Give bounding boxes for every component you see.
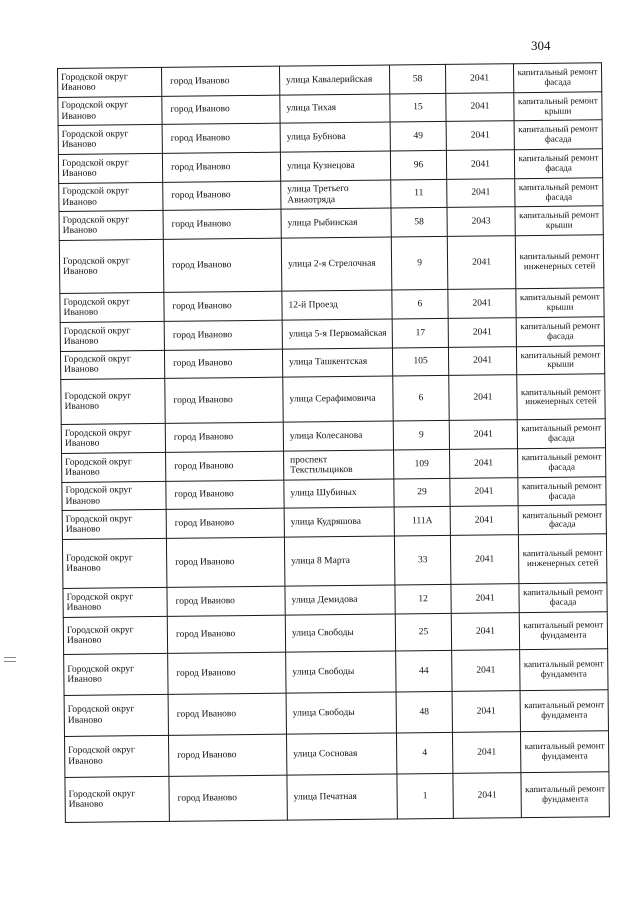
street-cell: улица Демидова xyxy=(285,585,395,615)
district-cell: Городской округ Иваново xyxy=(61,379,165,425)
year-cell: 2041 xyxy=(450,535,519,585)
work-type-cell: капитальный ремонт фасада xyxy=(518,505,606,535)
house-number-cell: 49 xyxy=(390,122,446,151)
street-cell: улица Свободы xyxy=(286,651,396,693)
street-cell: улица Ташкентская xyxy=(282,348,392,378)
work-type-cell: капитальный ремонт фасада xyxy=(518,448,606,478)
house-number-cell: 9 xyxy=(393,421,449,450)
year-cell: 2041 xyxy=(445,64,513,93)
district-cell: Городской округ Иваново xyxy=(65,776,169,822)
year-cell: 2041 xyxy=(449,375,517,421)
work-type-cell: капитальный ремонт фундамента xyxy=(521,771,609,817)
street-cell: улица Кудряшова xyxy=(284,507,394,537)
district-cell: Городской округ Иваново xyxy=(62,510,166,540)
scan-speck xyxy=(4,657,16,658)
house-number-cell: 96 xyxy=(390,150,446,179)
house-number-cell: 58 xyxy=(391,208,447,237)
city-cell: город Иваново xyxy=(165,423,283,453)
house-number-cell: 17 xyxy=(392,318,448,347)
year-cell: 2041 xyxy=(447,236,516,290)
city-cell: город Иваново xyxy=(166,537,285,587)
city-cell: город Иваново xyxy=(167,586,285,616)
work-type-cell: капитальный ремонт фундамента xyxy=(520,649,608,691)
year-cell: 2043 xyxy=(447,207,515,236)
street-cell: проспект Текстильщиков xyxy=(284,450,394,480)
table-row xyxy=(62,534,606,589)
city-cell: город Иваново xyxy=(163,181,281,211)
street-cell: улица 5-я Первомайская xyxy=(282,319,392,349)
street-cell: улица Шубиных xyxy=(284,479,394,509)
house-number-cell: 9 xyxy=(391,236,448,290)
city-cell: город Иваново xyxy=(164,349,282,379)
district-cell: Городской округ Иваново xyxy=(60,293,164,323)
year-cell: 2041 xyxy=(450,506,518,535)
work-type-cell: капитальный ремонт фасада xyxy=(516,317,604,347)
house-number-cell: 25 xyxy=(395,613,451,650)
city-cell: город Иваново xyxy=(164,291,282,321)
city-cell: город Иваново xyxy=(166,509,284,539)
house-number-cell: 33 xyxy=(394,535,451,585)
city-cell: город Иваново xyxy=(166,451,284,481)
district-cell: Городской округ Иваново xyxy=(62,538,167,588)
district-cell: Городской округ Иваново xyxy=(61,424,165,454)
year-cell: 2041 xyxy=(452,690,520,732)
street-cell: улица Кузнецова xyxy=(280,151,390,181)
district-cell: Городской округ Иваново xyxy=(58,153,162,183)
year-cell: 2041 xyxy=(448,289,516,318)
street-cell: улица Бубнова xyxy=(280,122,390,152)
work-type-cell: капитальный ремонт фасада xyxy=(518,476,606,506)
year-cell: 2041 xyxy=(448,346,516,375)
street-cell: 12-й Проезд xyxy=(282,290,392,320)
street-cell: улица Свободы xyxy=(286,692,396,734)
district-cell: Городской округ Иваново xyxy=(60,321,164,351)
city-cell: город Иваново xyxy=(166,480,284,510)
work-type-cell: капитальный ремонт инженерных сетей xyxy=(515,235,604,289)
district-cell: Городской округ Иваново xyxy=(63,588,167,618)
street-cell: улица Тихая xyxy=(280,94,390,124)
district-cell: Городской округ Иваново xyxy=(58,96,162,126)
city-cell: город Иваново xyxy=(167,615,285,653)
city-cell: город Иваново xyxy=(168,734,286,776)
year-cell: 2041 xyxy=(451,584,519,613)
district-cell: Городской округ Иваново xyxy=(58,125,162,155)
district-cell: Городской округ Иваново xyxy=(59,239,164,293)
house-number-cell: 1 xyxy=(397,773,453,819)
street-cell: улица Сосновая xyxy=(286,733,396,775)
year-cell: 2041 xyxy=(448,318,516,347)
house-number-cell: 29 xyxy=(394,478,450,507)
house-number-cell: 11 xyxy=(391,179,447,208)
city-cell: город Иваново xyxy=(161,66,279,96)
year-cell: 2041 xyxy=(446,150,514,179)
work-type-cell: капитальный ремонт фасада xyxy=(515,177,603,207)
street-cell: улица 8 Марта xyxy=(284,536,395,586)
work-type-cell: капитальный ремонт инженерных сетей xyxy=(517,374,605,420)
house-number-cell: 4 xyxy=(396,732,452,774)
table-row xyxy=(63,612,607,655)
year-cell: 2041 xyxy=(450,477,518,506)
table-body xyxy=(58,63,610,823)
district-cell: Городской округ Иваново xyxy=(59,211,163,241)
house-number-cell: 58 xyxy=(389,64,445,93)
city-cell: город Иваново xyxy=(162,152,280,182)
city-cell: город Иваново xyxy=(162,95,280,125)
work-type-cell: капитальный ремонт крыши xyxy=(516,345,604,375)
work-type-cell: капитальный ремонт крыши xyxy=(514,91,602,121)
table-row xyxy=(64,730,608,777)
district-cell: Городской округ Иваново xyxy=(64,735,168,777)
district-cell: Городской округ Иваново xyxy=(60,350,164,380)
house-number-cell: 15 xyxy=(390,93,446,122)
district-cell: Городской округ Иваново xyxy=(62,481,166,511)
year-cell: 2041 xyxy=(452,731,520,773)
work-type-cell: капитальный ремонт фундамента xyxy=(520,730,608,772)
year-cell: 2041 xyxy=(449,420,517,449)
work-type-cell: капитальный ремонт фасада xyxy=(519,583,607,613)
work-type-cell: капитальный ремонт крыши xyxy=(516,288,604,318)
street-cell: улица Третьего Авиаотряда xyxy=(281,180,391,210)
work-type-cell: капитальный ремонт фасада xyxy=(514,120,602,150)
district-cell: Городской округ Иваново xyxy=(64,694,168,736)
house-number-cell: 109 xyxy=(394,449,450,478)
city-cell: город Иваново xyxy=(168,693,286,735)
table-row xyxy=(64,690,608,737)
city-cell: город Иваново xyxy=(169,775,287,822)
street-cell: улица Печатная xyxy=(287,774,397,820)
street-cell: улица Кавалерийская xyxy=(279,65,389,95)
table-row xyxy=(61,374,605,425)
table-row xyxy=(59,235,604,294)
work-type-cell: капитальный ремонт крыши xyxy=(515,206,603,236)
repair-schedule-table xyxy=(57,62,610,823)
work-type-cell: капитальный ремонт фасада xyxy=(517,419,605,449)
district-cell: Городской округ Иваново xyxy=(63,616,167,654)
city-cell: город Иваново xyxy=(164,320,282,350)
table-row xyxy=(64,649,608,696)
house-number-cell: 6 xyxy=(392,290,448,319)
street-cell: улица Серафимовича xyxy=(283,376,393,422)
year-cell: 2041 xyxy=(453,772,521,818)
city-cell: город Иваново xyxy=(165,377,283,423)
district-cell: Городской округ Иваново xyxy=(58,67,162,97)
document-sheet xyxy=(57,62,609,823)
house-number-cell: 44 xyxy=(396,650,452,692)
house-number-cell: 105 xyxy=(392,347,448,376)
street-cell: улица 2-я Стрелочная xyxy=(281,237,392,291)
city-cell: город Иваново xyxy=(163,238,282,292)
district-cell: Городской округ Иваново xyxy=(64,653,168,695)
city-cell: город Иваново xyxy=(162,124,280,154)
scan-speck xyxy=(4,661,16,662)
year-cell: 2041 xyxy=(446,92,514,121)
street-cell: улица Рыбинская xyxy=(281,208,391,238)
work-type-cell: капитальный ремонт фасада xyxy=(513,63,601,93)
district-cell: Городской округ Иваново xyxy=(62,452,166,482)
house-number-cell: 12 xyxy=(395,585,451,614)
street-cell: улица Свободы xyxy=(285,614,395,652)
street-cell: улица Колесанова xyxy=(283,421,393,451)
house-number-cell: 48 xyxy=(396,691,452,733)
district-cell: Городской округ Иваново xyxy=(59,182,163,212)
work-type-cell: капитальный ремонт инженерных сетей xyxy=(518,534,607,584)
table-row xyxy=(65,771,609,822)
year-cell: 2041 xyxy=(450,449,518,478)
city-cell: город Иваново xyxy=(168,652,286,694)
year-cell: 2041 xyxy=(452,649,520,691)
work-type-cell: капитальный ремонт фундамента xyxy=(519,612,607,650)
year-cell: 2041 xyxy=(447,178,515,207)
city-cell: город Иваново xyxy=(163,210,281,240)
year-cell: 2041 xyxy=(451,613,519,651)
house-number-cell: 6 xyxy=(393,376,449,422)
work-type-cell: капитальный ремонт фасада xyxy=(514,149,602,179)
work-type-cell: капитальный ремонт фундамента xyxy=(520,690,608,732)
page-number: 304 xyxy=(531,38,551,53)
year-cell: 2041 xyxy=(446,121,514,150)
house-number-cell: 111А xyxy=(394,507,450,536)
